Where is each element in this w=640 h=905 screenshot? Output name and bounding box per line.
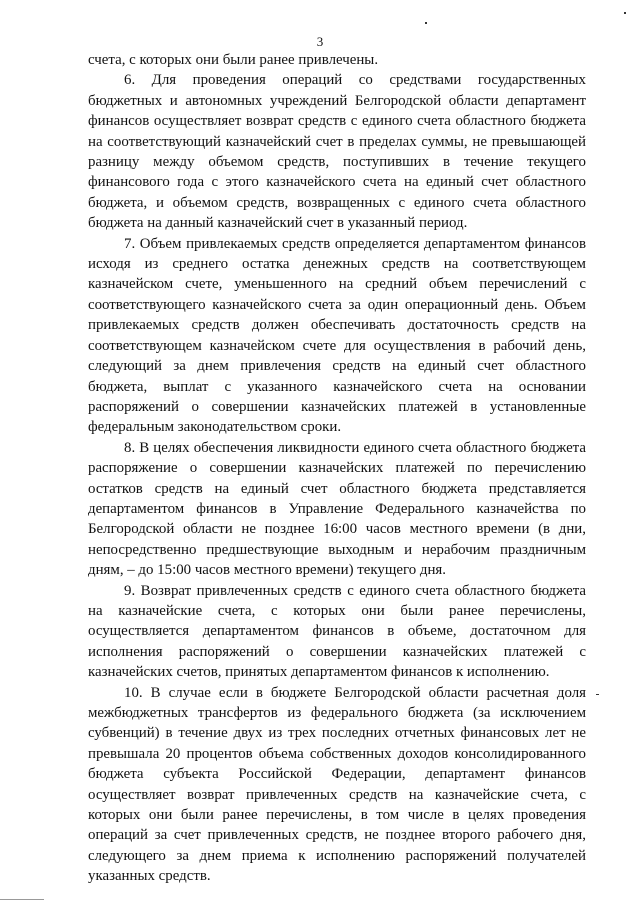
paragraph-item-10: 10. В случае если в бюджете Белгородской области расчетная доля межбюджетных трансфертов из федерального бюджета (за исключением субвенций) в течение двух из трех последних отчетных финансовых лет не превышала 20 процентов объема собственных доходов консолидированного бюджета субъекта Российской Федерации, департамент финансов осуществляет возврат привлеченных средств на казначейские счета, с которых они были ранее перечислены, в том числе в целях проведения операций за счет привлеченных средств, не позднее второго рабочего дня, следующего за днем приема к исполнению распоряжений получателей указанных средств. bbox=[88, 684, 586, 885]
scan-dot bbox=[624, 12, 626, 14]
page-number: 3 bbox=[316, 34, 324, 49]
paragraph-item-6: 6. Для проведения операций со средствами государственных бюджетных и автономных учреждений Белгородской области департамент финансов осуществляет возврат средств с единого счета областного бюджета на соответствующий казначейский счет в пределах суммы, не превышающей разницу между объемом средств, поступивших в течение текущего финансового года с этого казначейского счета на единый счет областного бюджета, и объемом средств, возвращенных с единого счета областного бюджета на данный казначейский счет в указанный период. bbox=[88, 72, 586, 232]
paragraph-item-7: 7. Объем привлекаемых средств определяется департаментом финансов исходя из среднего остатка денежных средств на соответствующем казначейском счете, уменьшенного на средний объем перечислений с соответствующего казначейского счета за один операционный день. Объем привлекаемых средств должен обеспечивать достаточность средств на соответствующем казначейском счете для осуществления в рабочий день, следующий за днем привлечения средств на единый счет областного бюджета, выплат с указанного казначейского счета на основании распоряжений о совершении казначейских платежей в установленные федеральным законодательством сроки. bbox=[88, 235, 586, 436]
paragraph-continuation: счета, с которых они были ранее привлечены. bbox=[88, 52, 379, 68]
scan-edge-line bbox=[0, 899, 44, 900]
document-body bbox=[88, 50, 586, 887]
paragraph-item-8: 8. В целях обеспечения ликвидности единого счета областного бюджета распоряжение о совершении казначейских платежей по перечислению остатков средств на единый счет областного бюджета представляется департаментом финансов в Управление Федерального казначейства по Белгородской области не позднее 16:00 часов местного времени (в дни, непосредственно предшествующие выходным и нерабочим праздничным дням, – до 15:00 часов местного времени) текущего дня. bbox=[88, 439, 586, 579]
paragraph-item-9: 9. Возврат привлеченных средств с единого счета областного бюджета на казначейские счета, с которых они были ранее перечислены, осуществляется департаментом финансов в объеме, достаточном для исполнения распоряжений о совершении казначейских платежей с казначейских счетов, принятых департаментом финансов к исполнению. bbox=[88, 582, 586, 681]
scan-dash bbox=[596, 694, 599, 695]
scan-dot bbox=[425, 22, 427, 24]
